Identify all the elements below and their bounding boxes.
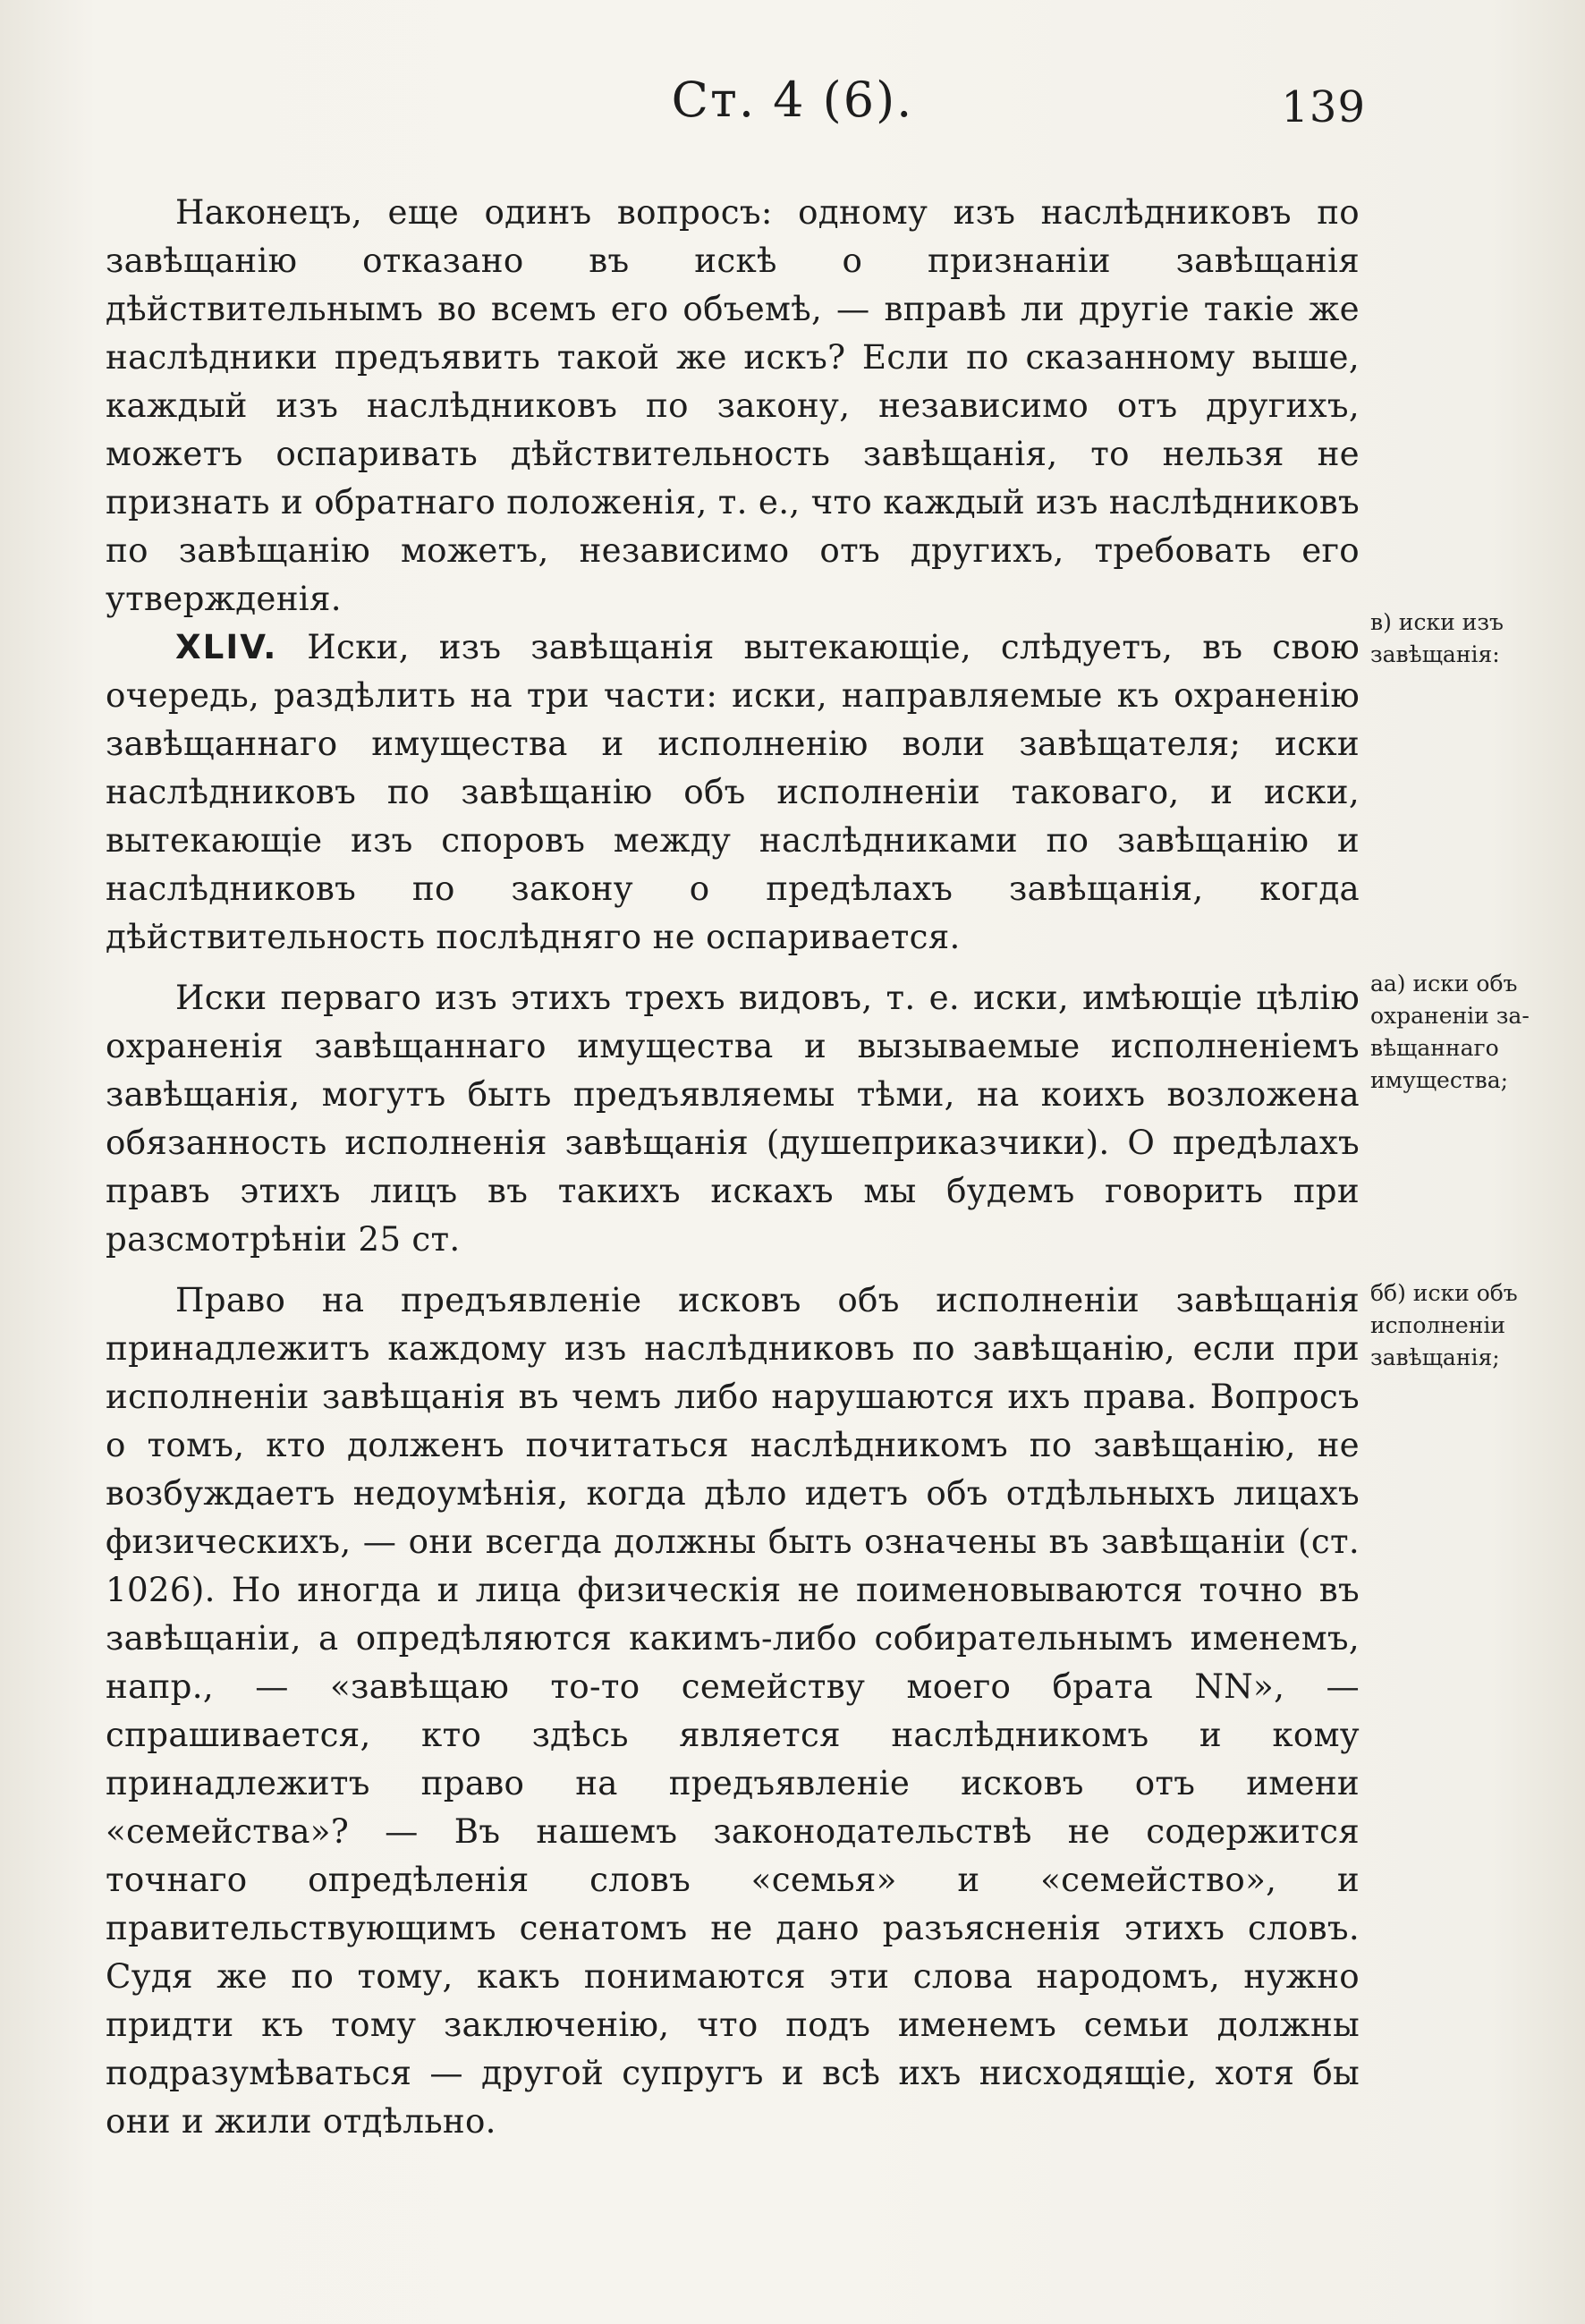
margin-note-line: охраненіи за- xyxy=(1370,1003,1530,1029)
paragraph-text: Иски, изъ завѣщанія вытекающіе, слѣдуетъ, въ свою очередь, раздѣлить на три части: иски, направляемые къ охраненію завѣщаннаго имущества и исполненію воли завѣщателя; иски наслѣдниковъ по завѣщанію объ исполненіи таковаго, и иски, вытекающіе изъ споровъ между наслѣдниками по завѣщанію и наслѣдниковъ по закону о предѣлахъ завѣщанія, когда дѣйствительность послѣдняго не оспаривается. xyxy=(106,627,1360,956)
margin-note-line: завѣщанія: xyxy=(1370,641,1500,667)
body-text xyxy=(106,188,1360,2145)
paragraph-text: Наконецъ, еще одинъ вопросъ: одному изъ наслѣдниковъ по завѣщанію отказано въ искѣ о признаніи завѣщанія дѣйствительнымъ во всемъ его объемѣ, — вправѣ ли другіе такіе же наслѣдники предъявить такой же искъ? Если по сказанному выше, каждый изъ наслѣдниковъ по закону, независимо отъ другихъ, можетъ оспаривать дѣйствительность завѣщанія, то нельзя не признать и обратнаго положенія, т. е., что каждый изъ наслѣдниковъ по завѣщанію можетъ, независимо отъ другихъ, требовать его утвержденія. xyxy=(106,192,1360,618)
paragraph xyxy=(106,623,1360,961)
margin-note-line: бб) иски объ xyxy=(1370,1280,1518,1306)
page-number: 139 xyxy=(1281,82,1366,132)
paragraph-text: Иски перваго изъ этихъ трехъ видовъ, т. е. иски, имѣющіе цѣлію охраненія завѣщаннаго имущества и вызываемые исполненіемъ завѣщанія, могутъ быть предъявляемы тѣми, на коихъ возложена обязанность исполненія завѣщанія (душеприказчики). О предѣлахъ правъ этихъ лицъ въ такихъ искахъ мы будемъ говорить при разсмотрѣніи 25 ст. xyxy=(106,978,1360,1259)
margin-note-line: исполненіи xyxy=(1370,1312,1506,1338)
paragraph xyxy=(106,1276,1360,2145)
margin-note-line: в) иски изъ xyxy=(1370,609,1504,635)
margin-note-line: аа) иски объ xyxy=(1370,971,1518,997)
paragraph xyxy=(106,973,1360,1263)
paragraph xyxy=(106,188,1360,623)
margin-note-line: завѣщанія; xyxy=(1370,1344,1500,1370)
margin-note xyxy=(1370,968,1572,1097)
running-header: Ст. 4 (6). xyxy=(671,72,914,128)
margin-note xyxy=(1370,606,1572,671)
margin-note-line: вѣщаннаго xyxy=(1370,1035,1499,1061)
section-number: XLIV. xyxy=(175,627,278,666)
margin-note xyxy=(1370,1277,1572,1374)
margin-note-line: имущества; xyxy=(1370,1067,1509,1093)
paragraph-text: Право на предъявленіе исковъ объ исполненіи завѣщанія принадлежитъ каждому изъ наслѣдниковъ по завѣщанію, если при исполненіи завѣщанія въ чемъ либо нарушаются ихъ права. Вопросъ о томъ, кто долженъ почитаться наслѣдникомъ по завѣщанію, не возбуждаетъ недоумѣнія, когда дѣло идетъ объ отдѣльныхъ лицахъ физическихъ, — они всегда должны быть означены въ завѣщаніи (ст. 1026). Но иногда и лица физическія не поименовываются точно въ завѣщаніи, а опредѣляются какимъ-либо собирательнымъ именемъ, напр., — «завѣщаю то-то семейству моего брата NN», — спрашивается, кто здѣсь является наслѣдникомъ и кому принадлежитъ право на предъявленіе исковъ отъ имени «семейства»? — Въ нашемъ законодательствѣ не содержится точнаго опредѣленія словъ «семья» и «семейство», и правительствующимъ сенатомъ не дано разъясненія этихъ словъ. Судя же по тому, какъ понимаются эти слова народомъ, нужно придти къ тому заключенію, что подъ именемъ семьи должны подразумѣваться — другой супругъ и всѣ ихъ нисходящіе, хотя бы они и жили отдѣльно. xyxy=(106,1280,1360,2141)
